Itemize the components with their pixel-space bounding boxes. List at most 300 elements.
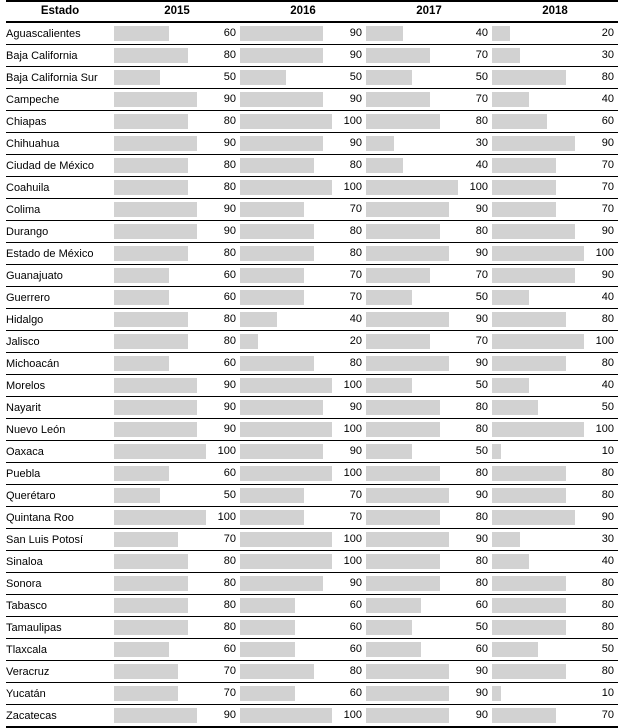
- state-label: Tabasco: [6, 595, 114, 617]
- bar: [114, 92, 197, 107]
- bar-cell-inner: [114, 375, 240, 396]
- bar-cell-inner: [114, 595, 240, 616]
- bar-cell-2017: [366, 507, 492, 529]
- bar-value: 40: [601, 93, 614, 105]
- bar: [366, 466, 440, 481]
- bar-cell-inner: [492, 529, 618, 550]
- bar: [492, 70, 566, 85]
- bar: [240, 202, 304, 217]
- bar-cell-inner: [240, 617, 366, 638]
- bar: [240, 642, 295, 657]
- bar: [240, 686, 295, 701]
- state-label: Sinaloa: [6, 551, 114, 573]
- state-label: Hidalgo: [6, 309, 114, 331]
- bar-cell-2015: [114, 551, 240, 573]
- bar-value: 60: [349, 621, 362, 633]
- bar: [366, 576, 440, 591]
- bar-value: 40: [475, 159, 488, 171]
- bar-value: 70: [475, 335, 488, 347]
- bar-cell-2018: [492, 529, 618, 551]
- bar: [240, 422, 332, 437]
- bar-value: 20: [349, 335, 362, 347]
- bar: [114, 642, 169, 657]
- bar: [114, 246, 188, 261]
- bar-cell-inner: [366, 507, 492, 528]
- bar-cell-inner: [240, 221, 366, 242]
- bar-cell-inner: [240, 507, 366, 528]
- bar: [114, 114, 188, 129]
- bar-cell-inner: [366, 111, 492, 132]
- bar-value: 100: [343, 555, 362, 567]
- bar-value: 70: [601, 203, 614, 215]
- bar: [366, 532, 449, 547]
- bar-cell-2015: [114, 353, 240, 375]
- bar-cell-inner: [240, 111, 366, 132]
- bar-cell-2018: [492, 639, 618, 661]
- state-label: Baja California Sur: [6, 67, 114, 89]
- bar: [492, 708, 556, 723]
- table-row: [6, 683, 618, 705]
- bar-cell-2017: [366, 573, 492, 595]
- bar: [492, 26, 510, 41]
- bar-value: 80: [601, 357, 614, 369]
- bar-value: 20: [601, 27, 614, 39]
- bar: [114, 620, 188, 635]
- bar-value: 90: [223, 379, 236, 391]
- bar-cell-2016: [240, 595, 366, 617]
- state-label: Ciudad de México: [6, 155, 114, 177]
- bar-value: 80: [475, 115, 488, 127]
- bar-cell-inner: [114, 67, 240, 88]
- bar-value: 50: [475, 71, 488, 83]
- bar-cell-2016: [240, 419, 366, 441]
- bar-value: 80: [601, 621, 614, 633]
- bar-cell-2015: [114, 89, 240, 111]
- bar: [114, 664, 178, 679]
- state-label: Baja California: [6, 45, 114, 67]
- bar-cell-inner: [366, 199, 492, 220]
- bar: [366, 598, 421, 613]
- bar-cell-inner: [114, 177, 240, 198]
- bar-cell-2017: [366, 45, 492, 67]
- bar-value: 100: [343, 115, 362, 127]
- bar: [492, 180, 556, 195]
- bar: [114, 356, 169, 371]
- bar: [492, 400, 538, 415]
- bar-cell-2016: [240, 661, 366, 683]
- bar: [492, 158, 556, 173]
- bar-cell-2016: [240, 573, 366, 595]
- bar-cell-inner: [114, 243, 240, 264]
- bar-cell-inner: [114, 419, 240, 440]
- bar-cell-inner: [366, 353, 492, 374]
- bar-cell-inner: [240, 375, 366, 396]
- bar-cell-2017: [366, 111, 492, 133]
- bar: [492, 312, 566, 327]
- bar-value: 70: [349, 489, 362, 501]
- bar: [240, 708, 332, 723]
- bar-cell-2017: [366, 155, 492, 177]
- bar-value: 30: [601, 533, 614, 545]
- bar-cell-inner: [492, 177, 618, 198]
- bar-cell-2018: [492, 265, 618, 287]
- bar-cell-2017: [366, 683, 492, 705]
- state-label: San Luis Potosí: [6, 529, 114, 551]
- bar-cell-inner: [492, 353, 618, 374]
- bar-cell-2018: [492, 375, 618, 397]
- bar-value: 90: [475, 357, 488, 369]
- bar: [492, 532, 520, 547]
- bar-cell-2017: [366, 199, 492, 221]
- bar: [492, 136, 575, 151]
- bar-value: 90: [349, 445, 362, 457]
- bar-value: 100: [469, 181, 488, 193]
- bar-value: 50: [475, 379, 488, 391]
- bar: [492, 114, 547, 129]
- bar-cell-inner: [240, 463, 366, 484]
- bar-cell-inner: [114, 287, 240, 308]
- bar-cell-inner: [114, 485, 240, 506]
- bar: [240, 92, 323, 107]
- bar-cell-2017: [366, 89, 492, 111]
- bar-cell-inner: [114, 639, 240, 660]
- bar-cell-inner: [240, 397, 366, 418]
- bar-value: 50: [475, 621, 488, 633]
- bar: [366, 642, 421, 657]
- table-row: [6, 375, 618, 397]
- bar-cell-2017: [366, 441, 492, 463]
- bar: [114, 532, 178, 547]
- bar-value: 90: [349, 137, 362, 149]
- bar-value: 100: [343, 379, 362, 391]
- bar-cell-inner: [240, 639, 366, 660]
- bar-value: 80: [223, 335, 236, 347]
- bar-cell-inner: [114, 331, 240, 352]
- bar-value: 100: [595, 247, 614, 259]
- table-row: [6, 397, 618, 419]
- bar-value: 80: [349, 357, 362, 369]
- bar: [366, 554, 440, 569]
- bar-cell-2015: [114, 133, 240, 155]
- bar-cell-2016: [240, 22, 366, 45]
- bar-cell-inner: [366, 287, 492, 308]
- bar-value: 40: [349, 313, 362, 325]
- bar-cell-inner: [492, 441, 618, 462]
- bar-value: 80: [349, 225, 362, 237]
- bar: [240, 444, 323, 459]
- table-row: [6, 507, 618, 529]
- bar-cell-2018: [492, 573, 618, 595]
- bar-value: 60: [349, 687, 362, 699]
- bar-cell-inner: [240, 485, 366, 506]
- bar-cell-2018: [492, 419, 618, 441]
- bar-cell-2017: [366, 419, 492, 441]
- bar-value: 90: [475, 489, 488, 501]
- bar: [492, 642, 538, 657]
- bar-cell-2016: [240, 243, 366, 265]
- bar: [114, 466, 169, 481]
- bar: [366, 356, 449, 371]
- bar-cell-2017: [366, 595, 492, 617]
- table-row: [6, 67, 618, 89]
- bar-cell-inner: [492, 111, 618, 132]
- table-row: [6, 45, 618, 67]
- bar-cell-inner: [114, 221, 240, 242]
- bar-cell-inner: [492, 617, 618, 638]
- bar-value: 70: [475, 269, 488, 281]
- bar-cell-2015: [114, 375, 240, 397]
- bar: [240, 356, 314, 371]
- bar: [114, 158, 188, 173]
- table-header-row: [6, 1, 618, 22]
- bar: [240, 180, 332, 195]
- bar: [114, 510, 206, 525]
- bar: [492, 422, 584, 437]
- bar: [114, 598, 188, 613]
- bar-cell-inner: [366, 331, 492, 352]
- bar-cell-2015: [114, 111, 240, 133]
- bar-cell-2016: [240, 133, 366, 155]
- bar-value: 100: [343, 181, 362, 193]
- bar-value: 70: [223, 665, 236, 677]
- bar-cell-2017: [366, 309, 492, 331]
- state-label: Oaxaca: [6, 441, 114, 463]
- bar-cell-2017: [366, 617, 492, 639]
- bar-cell-2015: [114, 45, 240, 67]
- bar-cell-2018: [492, 177, 618, 199]
- bar: [492, 290, 529, 305]
- bar-cell-inner: [240, 419, 366, 440]
- bar-cell-2015: [114, 419, 240, 441]
- bar: [366, 664, 449, 679]
- bar-cell-2018: [492, 22, 618, 45]
- bar-cell-inner: [114, 705, 240, 726]
- bar: [240, 158, 314, 173]
- bar: [492, 576, 566, 591]
- table-body: [6, 22, 618, 727]
- bar-value: 90: [223, 225, 236, 237]
- bar: [492, 92, 529, 107]
- bar-value: 10: [601, 687, 614, 699]
- state-label: Puebla: [6, 463, 114, 485]
- table-row: [6, 639, 618, 661]
- bar-cell-2018: [492, 551, 618, 573]
- bar: [240, 576, 323, 591]
- bar-value: 70: [601, 159, 614, 171]
- bar-cell-inner: [366, 155, 492, 176]
- bar-value: 60: [223, 27, 236, 39]
- bar: [114, 686, 178, 701]
- bar-cell-2015: [114, 683, 240, 705]
- bar-cell-2018: [492, 199, 618, 221]
- bar-cell-inner: [114, 309, 240, 330]
- bar-cell-2017: [366, 331, 492, 353]
- bar: [366, 400, 440, 415]
- bar-cell-inner: [114, 265, 240, 286]
- bar-cell-inner: [366, 397, 492, 418]
- bar: [366, 92, 430, 107]
- bar: [114, 312, 188, 327]
- bar-value: 80: [223, 159, 236, 171]
- table-header: [6, 1, 618, 22]
- bar-cell-inner: [492, 661, 618, 682]
- bar-cell-2018: [492, 45, 618, 67]
- bar-cell-inner: [114, 551, 240, 572]
- bar-value: 70: [223, 533, 236, 545]
- bar-value: 100: [343, 467, 362, 479]
- bar: [240, 70, 286, 85]
- bar-cell-inner: [114, 397, 240, 418]
- bar-cell-inner: [240, 705, 366, 726]
- bar-cell-2018: [492, 243, 618, 265]
- bar-value: 80: [475, 423, 488, 435]
- bar-cell-inner: [240, 309, 366, 330]
- bar-value: 80: [223, 599, 236, 611]
- bar-cell-inner: [492, 573, 618, 594]
- bar-cell-inner: [492, 287, 618, 308]
- bar-cell-2015: [114, 529, 240, 551]
- bar-cell-2016: [240, 397, 366, 419]
- bar-cell-inner: [240, 67, 366, 88]
- bar-cell-inner: [114, 353, 240, 374]
- bar-value: 80: [349, 665, 362, 677]
- bar: [240, 400, 323, 415]
- bar-cell-inner: [366, 529, 492, 550]
- bar-value: 100: [343, 423, 362, 435]
- bar-cell-2016: [240, 155, 366, 177]
- table-row: [6, 573, 618, 595]
- bar-cell-2017: [366, 67, 492, 89]
- bar-value: 90: [475, 533, 488, 545]
- bar-cell-2015: [114, 573, 240, 595]
- bar-cell-2016: [240, 683, 366, 705]
- bar-value: 80: [601, 489, 614, 501]
- bar-cell-2015: [114, 397, 240, 419]
- bar-value: 70: [349, 203, 362, 215]
- bar: [240, 664, 314, 679]
- bar: [492, 378, 529, 393]
- bar-cell-2016: [240, 705, 366, 728]
- bar-value: 80: [349, 159, 362, 171]
- bar: [366, 180, 458, 195]
- bar-cell-2017: [366, 551, 492, 573]
- bar: [240, 510, 304, 525]
- bar-cell-2016: [240, 441, 366, 463]
- bar: [366, 312, 449, 327]
- bar-cell-inner: [492, 221, 618, 242]
- bar-cell-inner: [114, 133, 240, 154]
- bar-cell-2017: [366, 485, 492, 507]
- bar: [366, 444, 412, 459]
- bar-cell-2016: [240, 265, 366, 287]
- bar-value: 60: [223, 643, 236, 655]
- bar: [114, 576, 188, 591]
- bar-value: 40: [601, 379, 614, 391]
- bar-cell-2015: [114, 177, 240, 199]
- bar: [492, 664, 566, 679]
- state-label: Estado de México: [6, 243, 114, 265]
- bar-value: 50: [601, 401, 614, 413]
- bar-cell-inner: [366, 595, 492, 616]
- bar-cell-inner: [114, 199, 240, 220]
- bar-value: 90: [475, 709, 488, 721]
- bar-value: 70: [223, 687, 236, 699]
- bar-cell-2018: [492, 463, 618, 485]
- bar-cell-2018: [492, 595, 618, 617]
- bar-cell-2015: [114, 287, 240, 309]
- bar-value: 80: [223, 555, 236, 567]
- bar-cell-2018: [492, 309, 618, 331]
- bar-cell-2015: [114, 221, 240, 243]
- bar-cell-inner: [492, 639, 618, 660]
- bar-cell-2015: [114, 331, 240, 353]
- bar-value: 60: [475, 643, 488, 655]
- bar-cell-inner: [114, 111, 240, 132]
- state-label: Chihuahua: [6, 133, 114, 155]
- bar: [366, 422, 440, 437]
- state-label: Michoacán: [6, 353, 114, 375]
- bar-value: 90: [475, 687, 488, 699]
- bar-value: 60: [349, 599, 362, 611]
- bar-value: 70: [349, 269, 362, 281]
- bar-cell-2016: [240, 221, 366, 243]
- bar: [240, 114, 332, 129]
- table-row: [6, 89, 618, 111]
- bar-cell-2018: [492, 441, 618, 463]
- bar-cell-inner: [114, 155, 240, 176]
- bar-value: 60: [601, 115, 614, 127]
- bar-cell-inner: [366, 639, 492, 660]
- bar-cell-inner: [492, 705, 618, 726]
- bar-cell-2018: [492, 661, 618, 683]
- bar-cell-2018: [492, 705, 618, 728]
- bar-cell-2015: [114, 441, 240, 463]
- bar-cell-2017: [366, 463, 492, 485]
- bar-value: 80: [601, 467, 614, 479]
- bar: [366, 136, 394, 151]
- bar-cell-2017: [366, 661, 492, 683]
- bar-value: 50: [223, 71, 236, 83]
- bar-value: 80: [601, 665, 614, 677]
- bar-cell-2017: [366, 375, 492, 397]
- bar: [240, 26, 323, 41]
- bar-cell-2018: [492, 331, 618, 353]
- bar-cell-2018: [492, 111, 618, 133]
- state-label: Guanajuato: [6, 265, 114, 287]
- bar-cell-inner: [366, 419, 492, 440]
- bar-value: 80: [475, 511, 488, 523]
- bar-cell-inner: [240, 199, 366, 220]
- bar-cell-inner: [240, 243, 366, 264]
- bar: [114, 290, 169, 305]
- bar-cell-2015: [114, 22, 240, 45]
- column-header-2018: 2018: [492, 1, 618, 22]
- column-header-2016: 2016: [240, 1, 366, 22]
- bar: [492, 202, 556, 217]
- table-row: [6, 595, 618, 617]
- bar-cell-inner: [366, 89, 492, 110]
- bar-value: 90: [601, 511, 614, 523]
- state-label: Campeche: [6, 89, 114, 111]
- bar: [114, 708, 197, 723]
- bar-cell-inner: [240, 551, 366, 572]
- bar-cell-inner: [240, 177, 366, 198]
- state-label: Querétaro: [6, 485, 114, 507]
- bar-value: 80: [475, 577, 488, 589]
- bar-value: 90: [223, 137, 236, 149]
- bar-cell-inner: [366, 617, 492, 638]
- table-row: [6, 221, 618, 243]
